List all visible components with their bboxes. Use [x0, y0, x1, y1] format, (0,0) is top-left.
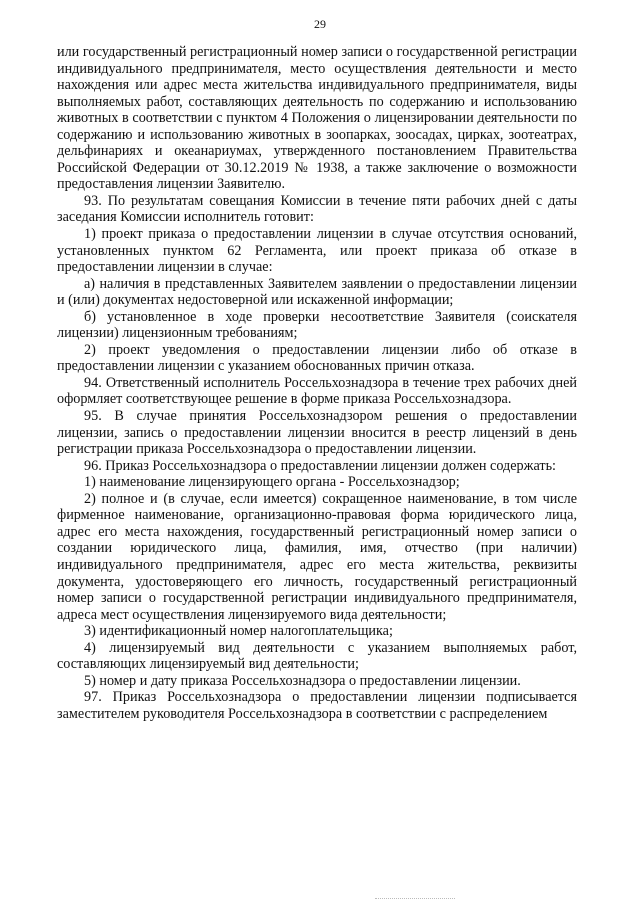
paragraph-96-item-2: 2) полное и (в случае, если имеется) сокращенное наименование, в том числе фирменное наименование, организационно-правовая форма юридического лица, адрес его места нахождения, государственный регистрационный номер записи о создании юридического лица, фамилия, имя, отчество (при наличии) индивидуального предпринимателя, адрес его места жительства, реквизиты документа, удостоверяющего его личность, государственный регистрационный номер записи о государственной регистрации индивидуального предпринимателя, адреса мест осуществления лицензируемого вида деятельности; [57, 490, 577, 623]
paragraph-93-item-1: 1) проект приказа о предоставлении лицензии в случае отсутствия оснований, установленных пунктом 62 Регламента, или проект приказа об отказе в предоставлении лицензии в случае: [57, 226, 577, 276]
paragraph-95: 95. В случае принятия Россельхознадзором решения о предоставлении лицензии, запись о предоставлении лицензии вносится в реестр лицензий в день регистрации приказа Россельхознадзора о предоставлении лицензии. [57, 408, 577, 458]
paragraph-94: 94. Ответственный исполнитель Россельхознадзора в течение трех рабочих дней оформляет соответствующее решение в форме приказа Россельхознадзора. [57, 374, 577, 408]
paragraph-96-item-4: 4) лицензируемый вид деятельности с указанием выполняемых работ, составляющих лицензируемый вид деятельности; [57, 639, 577, 673]
page-number: 29 [314, 17, 326, 31]
paragraph-96-item-3: 3) идентификационный номер налогоплательщика; [84, 623, 393, 640]
paragraph-continuation: или государственный регистрационный номер записи о государственной регистрации индивидуального предпринимателя, место осуществления деятельности и место нахождения или адрес места жительства индивидуального предпринимателя, виды выполняемых работ, составляющих деятельность по содержанию и использованию животных в соответствии с пунктом 4 Положения о лицензировании деятельности по содержанию и использованию животных в зоопарках, зоосадах, цирках, зоотеатрах, дельфинариях и океанариумах, утвержденного постановлением Правительства Российской Федерации от 30.12.2019 № 1938, а также заключение о возможности предоставления лицензии Заявителю. [57, 44, 577, 193]
paragraph-93-item-a: а) наличия в представленных Заявителем заявлении о предоставлении лицензии и (или) документах недостоверной или искаженной информации; [57, 275, 577, 309]
document-body [57, 44, 577, 722]
paragraph-93: 93. По результатам совещания Комиссии в течение пяти рабочих дней с даты заседания Комиссии исполнитель готовит: [57, 192, 577, 226]
paragraph-93-item-b: б) установленное в ходе проверки несоответствие Заявителя (соискателя лицензии) лицензионным требованиям; [57, 308, 577, 342]
paragraph-97: 97. Приказ Россельхознадзора о предоставлении лицензии подписывается заместителем руководителя Россельхознадзора в соответствии с распределением [57, 689, 577, 722]
paragraph-96-item-5: 5) номер и дату приказа Россельхознадзора о предоставлении лицензии. [84, 672, 521, 689]
paragraph-96-item-1: 1) наименование лицензирующего органа - Россельхознадзор; [84, 474, 460, 491]
paragraph-96: 96. Приказ Россельхознадзора о предоставлении лицензии должен содержать: [84, 457, 556, 474]
scan-artifact [375, 898, 455, 902]
paragraph-93-item-2: 2) проект уведомления о предоставлении лицензии либо об отказе в предоставлении лицензии с указанием обоснованных причин отказа. [57, 341, 577, 375]
